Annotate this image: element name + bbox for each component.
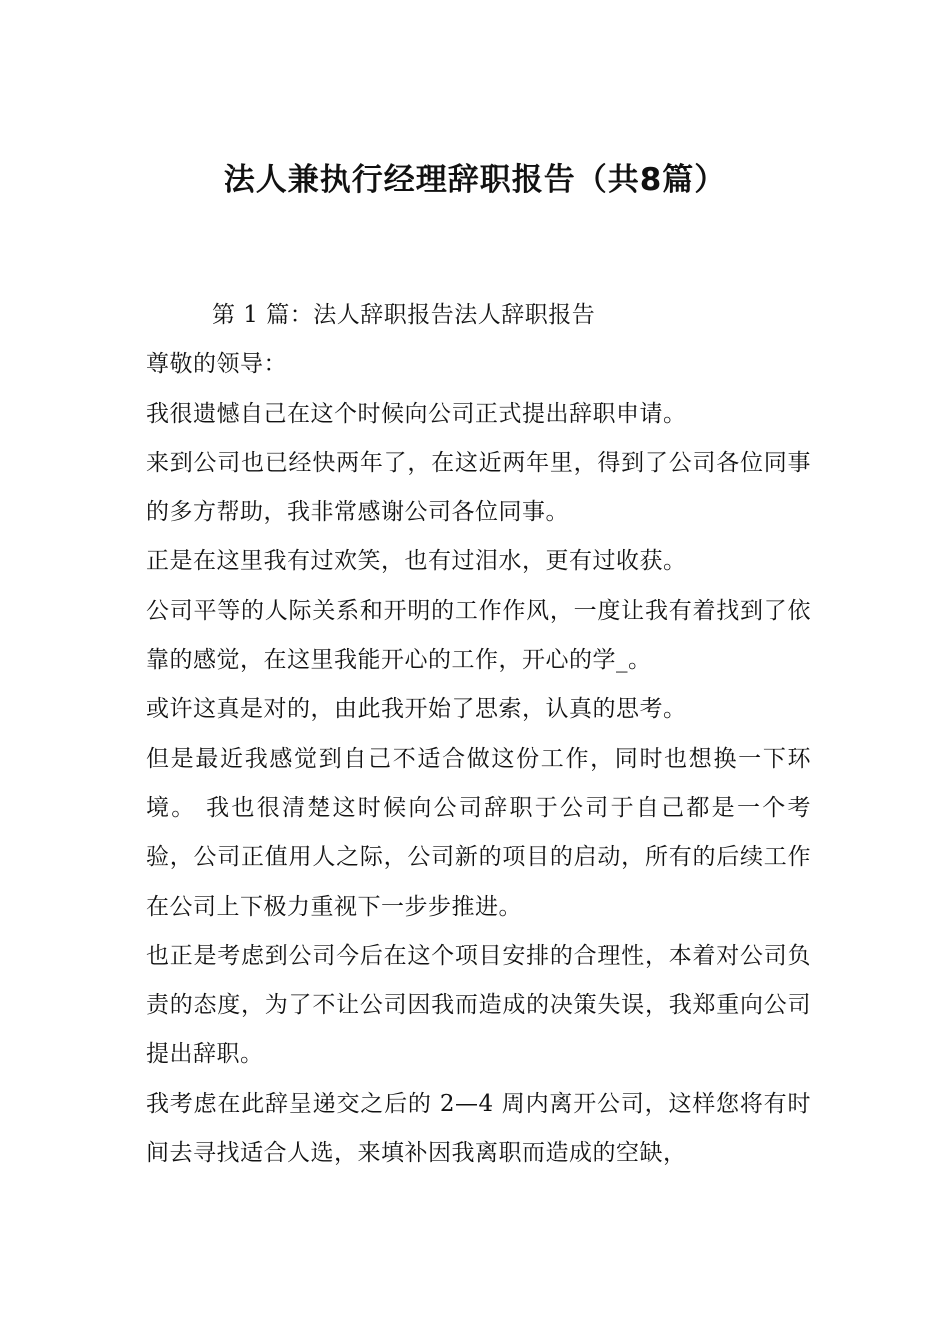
section-heading: 第 1 篇：法人辞职报告法人辞职报告 xyxy=(212,302,596,328)
paragraph: 我很遗憾自己在这个时候向公司正式提出辞职申请。 xyxy=(146,400,687,427)
paragraph: 来到公司也已经快两年了，在这近两年里，得到了公司各位同事的多方帮助，我非常感谢公司各位同事。 xyxy=(146,449,811,526)
paragraph: 正是在这里我有过欢笑，也有过泪水，更有过收获。 xyxy=(146,548,687,575)
paragraph: 或许这真是对的，由此我开始了思索，认真的思考。 xyxy=(146,696,687,723)
paragraph: 但是最近我感觉到自己不适合做这份工作，同时也想换一下环境。 我也很清楚这时候向公司辞职于公司于自己都是一个考验，公司正值用人之际，公司新的项目的启动，所有的后续工作在公司上下极力重视下一步步推进。 xyxy=(146,745,811,920)
paragraph: 公司平等的人际关系和开明的工作作风，一度让我有着找到了依靠的感觉，在这里我能开心的工作，开心的学_。 xyxy=(146,597,811,674)
document-body xyxy=(146,291,811,1178)
salutation: 尊敬的领导： xyxy=(146,351,287,378)
paragraph: 我考虑在此辞呈递交之后的 2—4 周内离开公司，这样您将有时间去寻找适合人选，来填补因我离职而造成的空缺， xyxy=(146,1090,811,1167)
document-title: 法人兼执行经理辞职报告（共8篇） xyxy=(223,162,727,198)
paragraph: 也正是考虑到公司今后在这个项目安排的合理性，本着对公司负责的态度，为了不让公司因我而造成的决策失误，我郑重向公司提出辞职。 xyxy=(146,942,811,1068)
